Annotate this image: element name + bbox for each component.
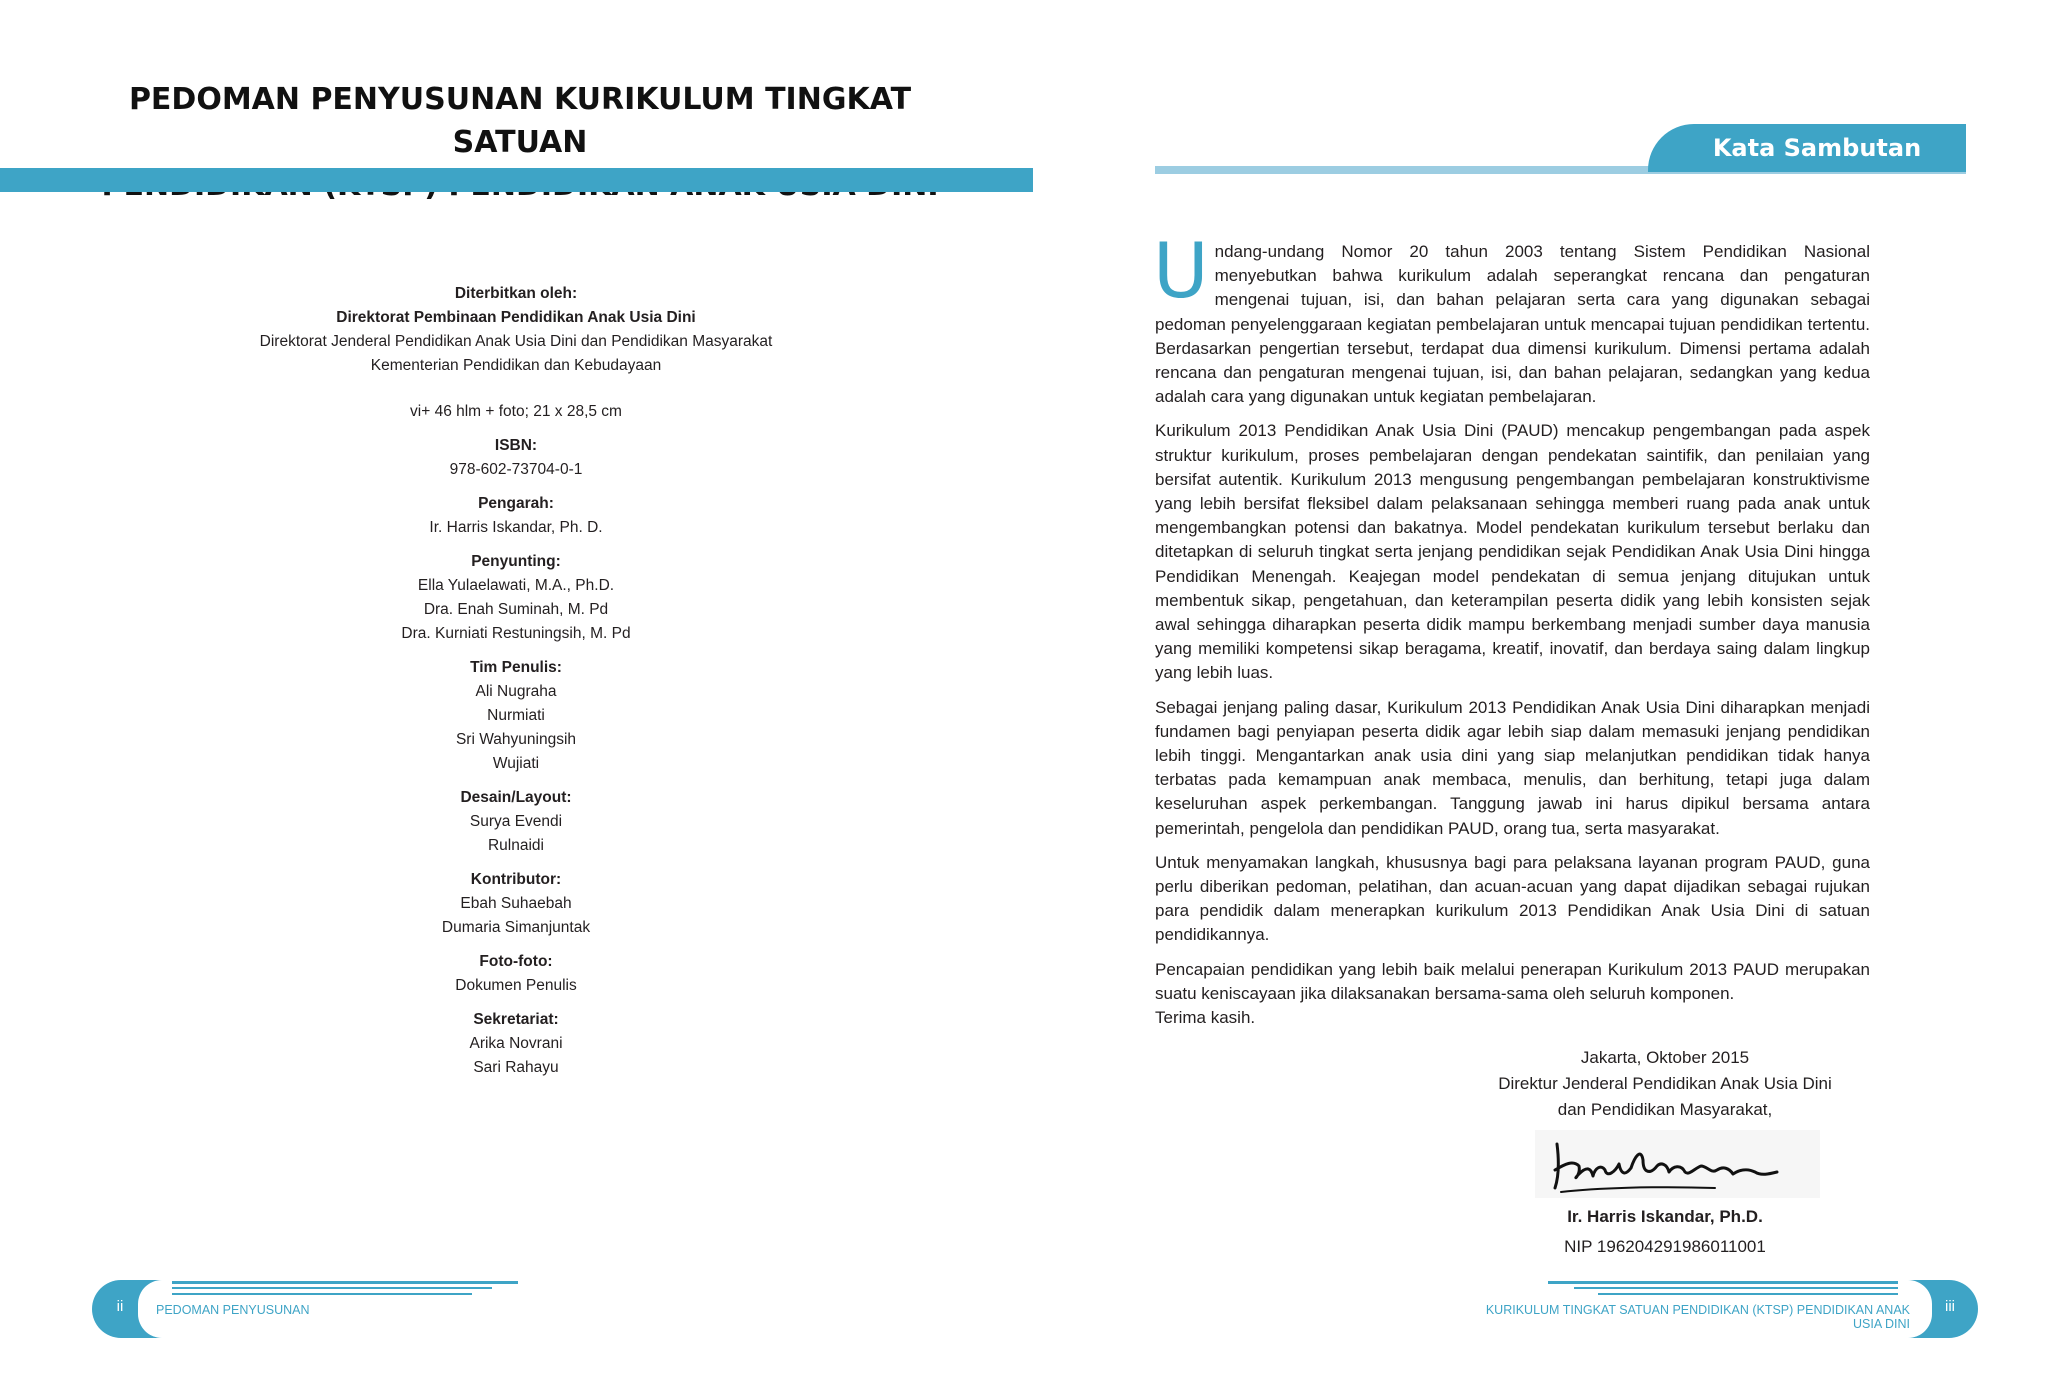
paragraph-1-text: ndang-undang Nomor 20 tahun 2003 tentang Sistem Pendidikan Nasional menyebutkan bahwa kurikulum adalah seperangkat rencana dan pengaturan mengenai tujuan, isi, dan bahan pelajaran serta cara yang digunakan sebagai pedoman penyelenggaraan kegiatan pembelajaran untuk mencapai tujuan pendidikan tertentu. Berdasarkan pengertian tersebut, terdapat dua dimensi kurikulum. Dimensi pertama adalah rencana dan pengaturan mengenai tujuan, isi, dan bahan pelajaran, sedangkan yang kedua adalah cara yang digunakan untuk kegiatan pembelajaran. [1155,242,1870,407]
physical-description: vi+ 46 hlm + foto; 21 x 28,5 cm [410,403,622,420]
tim-penulis-block [216,656,816,776]
credit-name: Sari Rahayu [473,1059,559,1076]
colophon [216,282,816,1090]
kontributor-heading: Kontributor: [470,871,562,888]
credit-name: Ella Yulaelawati, M.A., Ph.D. [417,577,615,594]
credit-name: Dra. Kurniati Restuningsih, M. Pd [401,625,631,642]
book-title-line-1: PEDOMAN PENYUSUNAN KURIKULUM TINGKAT SATUAN [128,82,912,160]
footer-line [1548,1281,1898,1284]
credit-name: Rulnaidi [487,837,544,854]
footer-line [172,1281,518,1284]
title-accent-bar [0,168,1033,192]
penyunting-heading: Penyunting: [471,553,561,570]
isbn-value: 978-602-73704-0-1 [449,461,583,478]
section-tab [1648,124,1966,172]
signer-block [1440,1202,1890,1262]
foreword-paragraph-5: Pencapaian pendidikan yang lebih baik melalui penerapan Kurikulum 2013 PAUD merupakan suatu keniscayaan jika dilaksanakan bersama-sama oleh seluruh komponen. [1155,959,1870,1003]
credit-name: Nurmiati [487,707,545,724]
signature-icon [1535,1130,1820,1198]
credit-name: Dokumen Penulis [455,977,577,994]
credit-name: Ali Nugraha [475,683,557,700]
footer-line [1574,1287,1898,1289]
pengarah-block [216,492,816,540]
signer-nip: NIP 196204291986011001 [1564,1237,1766,1256]
credit-name: Ebah Suhaebah [460,895,572,912]
credit-name: Dra. Enah Suminah, M. Pd [423,601,609,618]
position-line-1: Direktur Jenderal Pendidikan Anak Usia Dini [1498,1074,1832,1093]
running-title-left: PEDOMAN PENYUSUNAN [156,1303,310,1317]
footer-line [172,1293,472,1295]
foreword-body [1153,226,1870,1040]
signer-name: Ir. Harris Iskandar, Ph.D. [1567,1207,1763,1226]
credit-name: Dumaria Simanjuntak [441,919,591,936]
signoff-block [1440,1045,1890,1123]
publisher-ministry: Kementerian Pendidikan dan Kebudayaan [370,357,662,374]
footer-line [1598,1293,1898,1295]
foto-block [216,950,816,998]
isbn-block [216,434,816,482]
sekretariat-heading: Sekretariat: [473,1011,559,1028]
tim-penulis-heading: Tim Penulis: [470,659,562,676]
foreword-paragraph-2: Kurikulum 2013 Pendidikan Anak Usia Dini (PAUD) mencakup pengembangan pada aspek struktur kurikulum, proses pembelajaran dengan pendekatan saintifik, dan penilaian yang bersifat autentik. Kurikulum 2013 mengusung pengembangan pembelajaran konstruktivisme yang lebih bersifat fleksibel dalam pelaksanaan sehingga memberi ruang pada anak untuk mengembangkan potensi dan bakatnya. Model pendekatan kurikulum tersebut berlaku dan ditetapkan di seluruh tingkat serta jenjang pendidikan sejak Pendidikan Anak Usia Dini hingga Pendidikan Menengah. Keajegan model pendekatan di semua jenjang ditujukan untuk membentuk sikap, pengetahuan, dan keterampilan peserta didik yang lebih konsisten sejak awal sehingga diharapkan peserta didik mampu berkembang menjadi sumber daya manusia yang memiliki kompetensi sikap beragama, kreatif, inovatif, dan berdaya saing dalam lingkup yang lebih luas. [1155,421,1870,683]
credit-name: Ir. Harris Iskandar, Ph. D. [429,519,603,536]
foto-heading: Foto-foto: [479,953,553,970]
footer-line [172,1287,492,1289]
section-title: Kata Sambutan [1712,134,1922,162]
position-line-2: dan Pendidikan Masyarakat, [1557,1100,1773,1119]
closing-line: Terima kasih. [1155,1008,1256,1028]
credit-name: Wujiati [492,755,540,772]
pengarah-heading: Pengarah: [478,495,554,512]
running-title-right: KURIKULUM TINGKAT SATUAN PENDIDIKAN (KTSP) PENDIDIKAN ANAK USIA DINI [1485,1303,1910,1331]
sekretariat-block [216,1008,816,1080]
foreword-paragraph-1 [1153,226,1870,409]
credit-name: Sri Wahyuningsih [455,731,577,748]
desain-block [216,786,816,858]
page-number-right: iii [1945,1298,1955,1315]
publisher-org: Direktorat Pembinaan Pendidikan Anak Usia Dini [336,309,696,326]
penyunting-block [216,550,816,646]
kontributor-block [216,868,816,940]
credit-name: Surya Evendi [469,813,563,830]
desain-heading: Desain/Layout: [460,789,572,806]
drop-cap: U [1153,226,1209,315]
foreword-paragraph-3: Sebagai jenjang paling dasar, Kurikulum 2013 Pendidikan Anak Usia Dini diharapkan menjadi fundamen bagi penyiapan peserta didik agar lebih siap dalam memasuki jenjang pendidikan lebih tinggi. Mengantarkan anak usia dini yang siap melanjutkan pendidikan tidak hanya terbatas pada kemampuan anak membaca, menulis, dan berhitung, tetapi juga dalam keseluruhan aspek perkembangan. Tanggung jawab ini harus dipikul bersama antara pemerintah, pengelola dan pendidikan PAUD, orang tua, serta masyarakat. [1155,697,1870,838]
page-number-left: ii [116,1298,124,1315]
publisher-heading: Diterbitkan oleh: [454,285,578,302]
place-date: Jakarta, Oktober 2015 [1580,1048,1750,1067]
isbn-heading: ISBN: [494,437,538,454]
publisher-parent: Direktorat Jenderal Pendidikan Anak Usia Dini dan Pendidikan Masyarakat [259,333,773,350]
foreword-paragraph-4: Untuk menyamakan langkah, khususnya bagi para pelaksana layanan program PAUD, guna perlu diberikan pedoman, pelatihan, dan acuan-acuan yang dapat dijadikan sebagai rujukan para pendidik dalam menerapkan kurikulum 2013 Pendidikan Anak Usia Dini di satuan pendidikannya. [1155,852,1870,945]
credit-name: Arika Novrani [469,1035,563,1052]
